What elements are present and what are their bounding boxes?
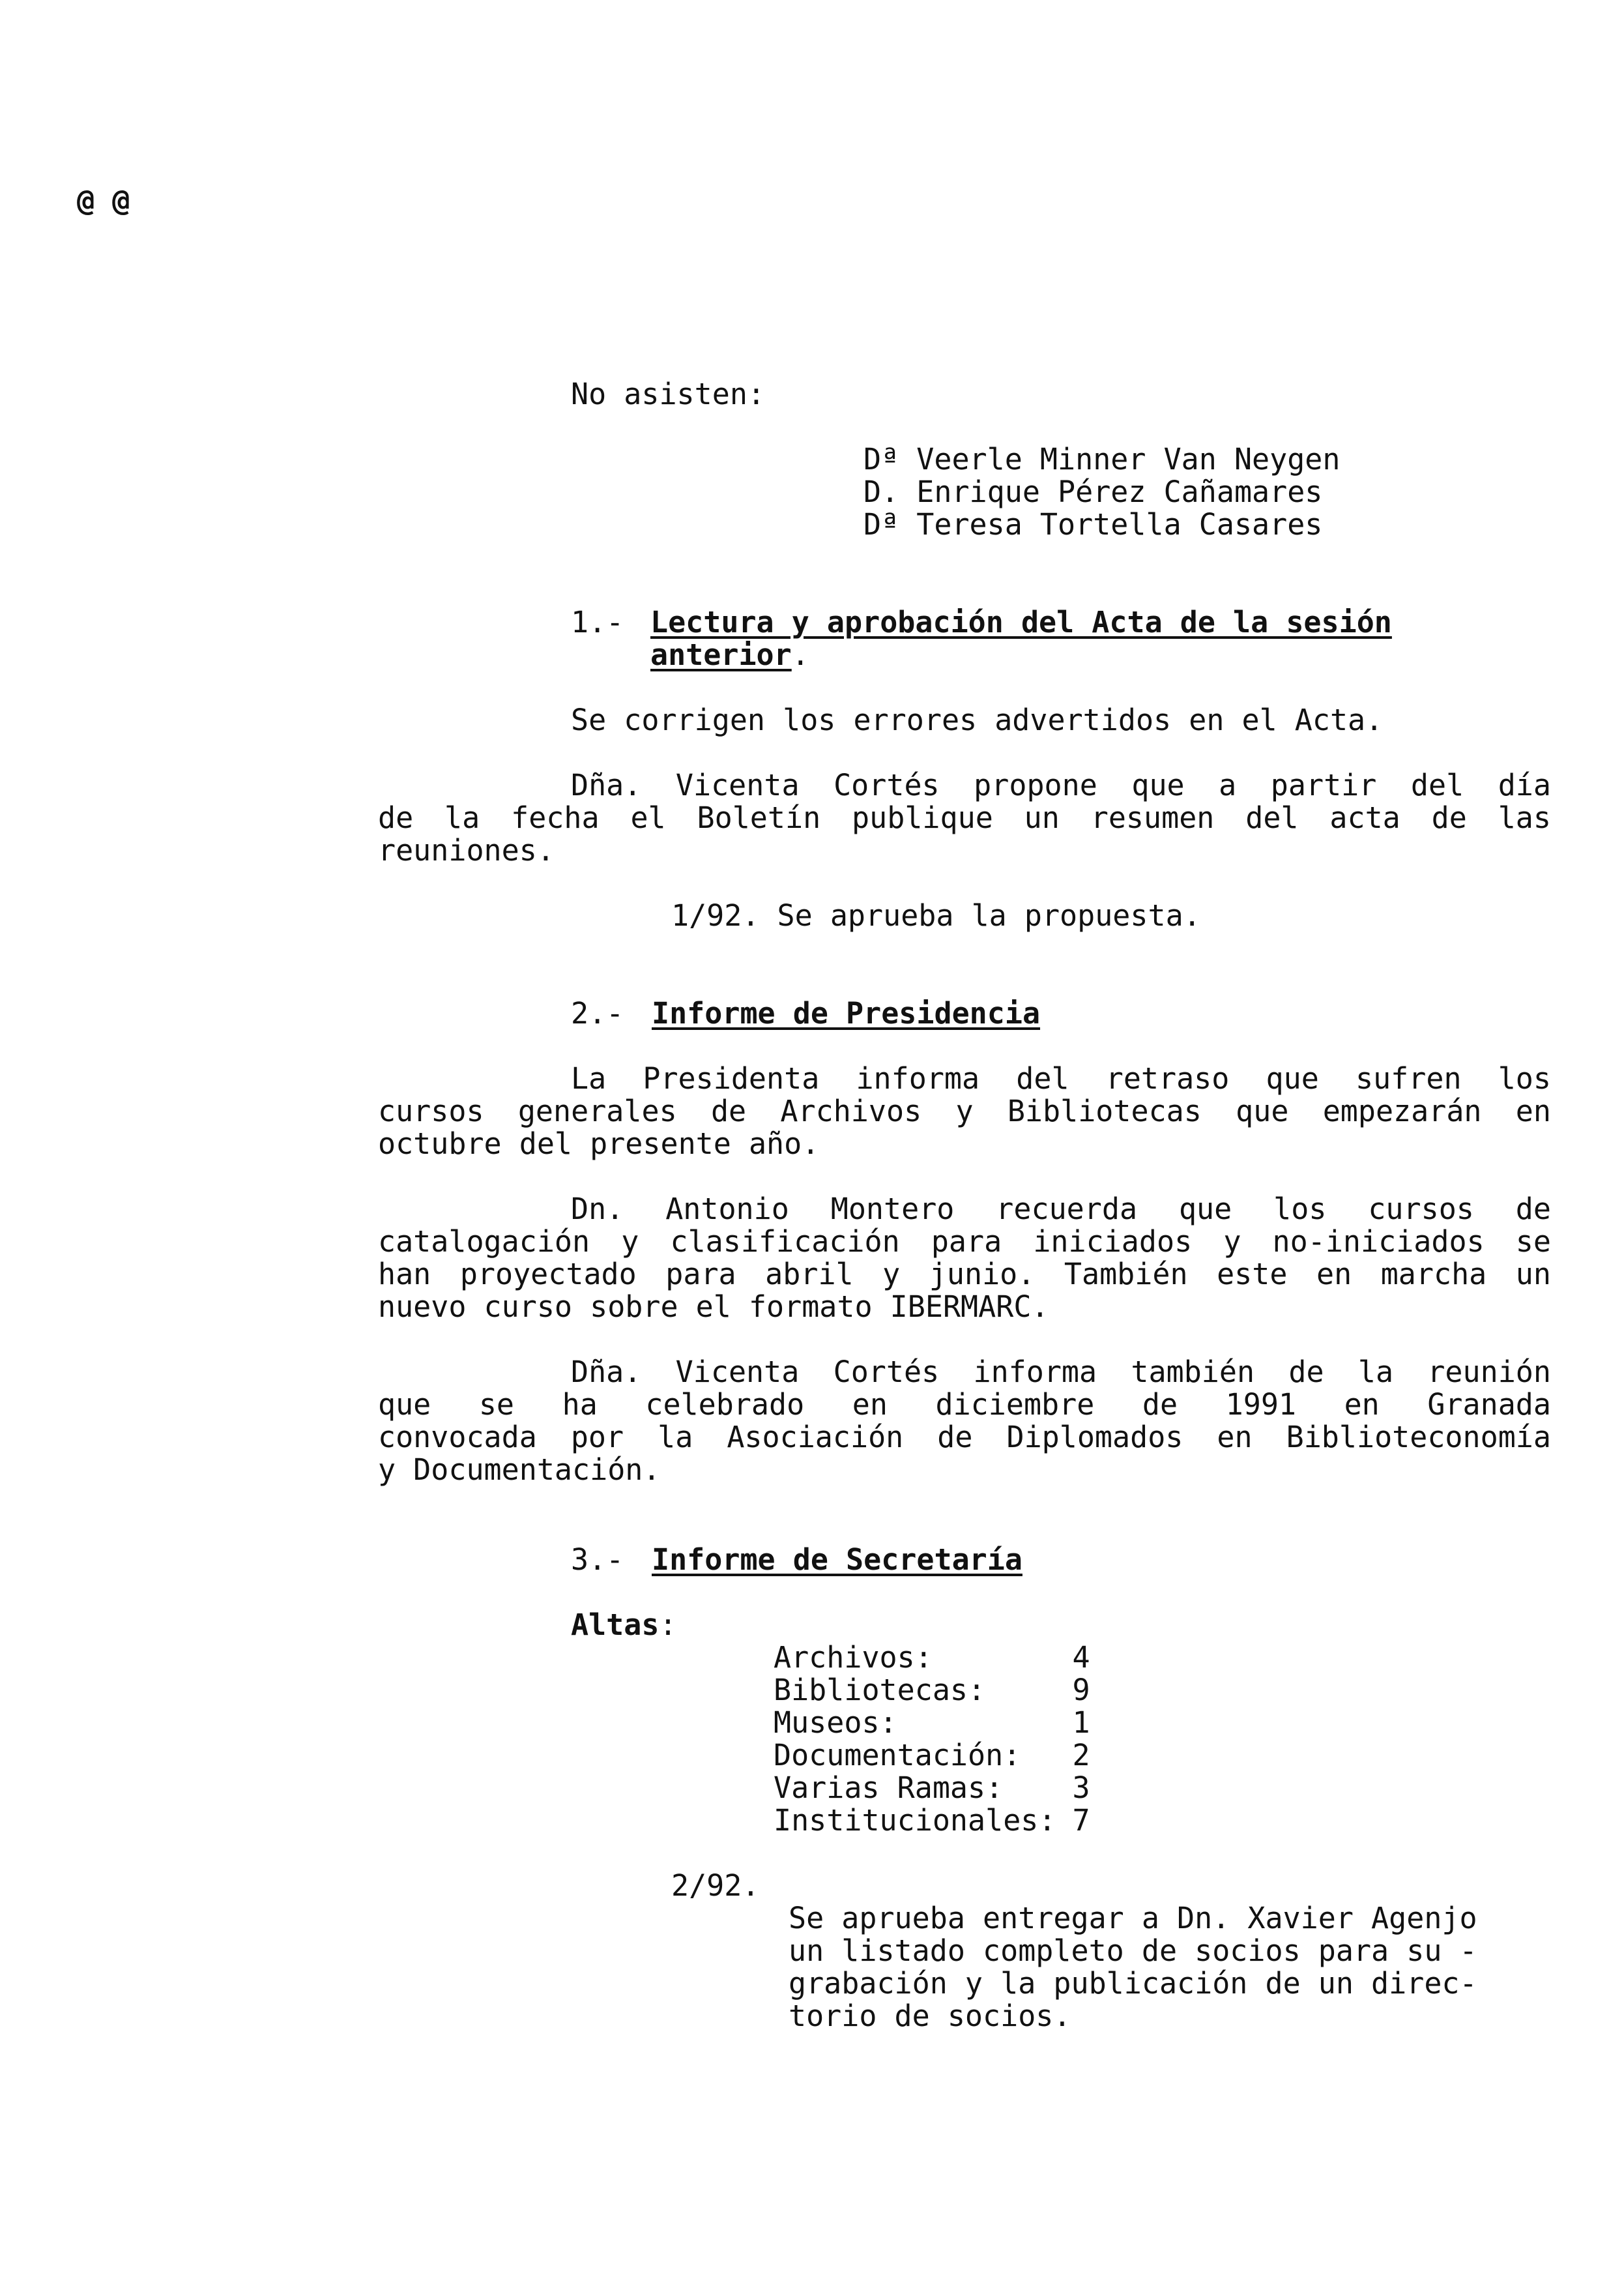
altas-count: 3 [1072, 1770, 1090, 1805]
altas-label-text: Altas [571, 1607, 660, 1642]
paragraph-line: La Presidenta informa del retraso que sufren los [571, 1061, 1551, 1096]
section-1-number: 1.- [571, 605, 624, 639]
altas-count: 9 [1072, 1673, 1090, 1707]
altas-row [774, 1804, 1090, 1837]
resolution-line: torio de socios. [789, 1999, 1071, 2033]
altas-category: Varias Ramas: [774, 1770, 1004, 1805]
section-1-title-period: . [791, 638, 809, 672]
paragraph-line: nuevo curso sobre el formato IBERMARC. [378, 1289, 1049, 1324]
altas-row [774, 1674, 1090, 1707]
altas-category: Institucionales: [774, 1803, 1056, 1838]
section-2-title: Informe de Presidencia [652, 996, 1041, 1031]
resolution-2-92-number: 2/92. [671, 1868, 760, 1903]
paragraph-line: de la fecha el Boletín publique un resumen del acta de las [378, 800, 1551, 835]
altas-row [774, 1739, 1090, 1772]
paragraph-line: catalogación y clasificación para iniciados y no-iniciados se [378, 1224, 1551, 1259]
paragraph-line: han proyectado para abril y junio. También este en marcha un [378, 1257, 1551, 1291]
altas-category: Museos: [774, 1705, 897, 1740]
resolution-1-92: 1/92. Se aprueba la propuesta. [671, 898, 1201, 933]
section-1-paragraph-2 [378, 769, 1551, 867]
paragraph-line: Dn. Antonio Montero recuerda que los cursos de [571, 1192, 1551, 1226]
paragraph-line: y Documentación. [378, 1452, 661, 1487]
section-1-title-line2-text: anterior [650, 638, 792, 672]
altas-row [774, 1707, 1090, 1739]
section-1-title-line2 [650, 639, 809, 671]
section-1-paragraph-1: Se corrigen los errores advertidos en el Acta. [571, 703, 1384, 737]
resolution-2-92-text [789, 1870, 1477, 2065]
paragraph-line: que se ha celebrado en diciembre de 1991 en Granada [378, 1387, 1551, 1422]
altas-count: 2 [1072, 1738, 1090, 1772]
absent-name: Dª Veerle Minner Van Neygen [863, 442, 1341, 477]
section-2-paragraph-1 [378, 1063, 1551, 1160]
section-2-number: 2.- [571, 996, 624, 1031]
section-3-title: Informe de Secretaría [652, 1542, 1022, 1577]
altas-category: Archivos: [774, 1640, 933, 1675]
absent-label: No asisten: [571, 377, 766, 411]
paragraph-line: Dña. Vicenta Cortés informa también de la reunión [571, 1355, 1551, 1389]
altas-count: 4 [1072, 1640, 1090, 1675]
paragraph-line: cursos generales de Archivos y Bibliotecas que empezarán en [378, 1094, 1551, 1128]
altas-row [774, 1772, 1090, 1804]
section-3-number: 3.- [571, 1542, 624, 1577]
altas-count: 7 [1072, 1803, 1090, 1838]
altas-row [774, 1641, 1090, 1674]
altas-category: Bibliotecas: [774, 1673, 986, 1707]
altas-count: 1 [1072, 1705, 1090, 1740]
header-marks: @ @ [77, 183, 130, 218]
section-2-paragraph-2 [378, 1193, 1551, 1323]
altas-table [774, 1641, 1090, 1837]
paragraph-line: reuniones. [378, 833, 555, 868]
section-2-paragraph-3 [378, 1356, 1551, 1486]
resolution-line: un listado completo de socios para su - [789, 1933, 1477, 1968]
absent-name: D. Enrique Pérez Cañamares [863, 475, 1323, 509]
altas-label [571, 1609, 677, 1641]
absent-name: Dª Teresa Tortella Casares [863, 507, 1323, 542]
section-1-title-line1: Lectura y aprobación del Acta de la sesión [650, 605, 1392, 639]
paragraph-line: convocada por la Asociación de Diplomados en Biblioteconomía [378, 1420, 1551, 1454]
resolution-line: grabación y la publicación de un direc- [789, 1966, 1477, 2001]
resolution-line: Se aprueba entregar a Dn. Xavier Agenjo [789, 1901, 1477, 1935]
altas-category: Documentación: [774, 1738, 1021, 1772]
altas-label-colon: : [659, 1607, 677, 1642]
paragraph-line: octubre del presente año. [378, 1126, 820, 1161]
paragraph-line: Dña. Vicenta Cortés propone que a partir del día [571, 768, 1551, 802]
